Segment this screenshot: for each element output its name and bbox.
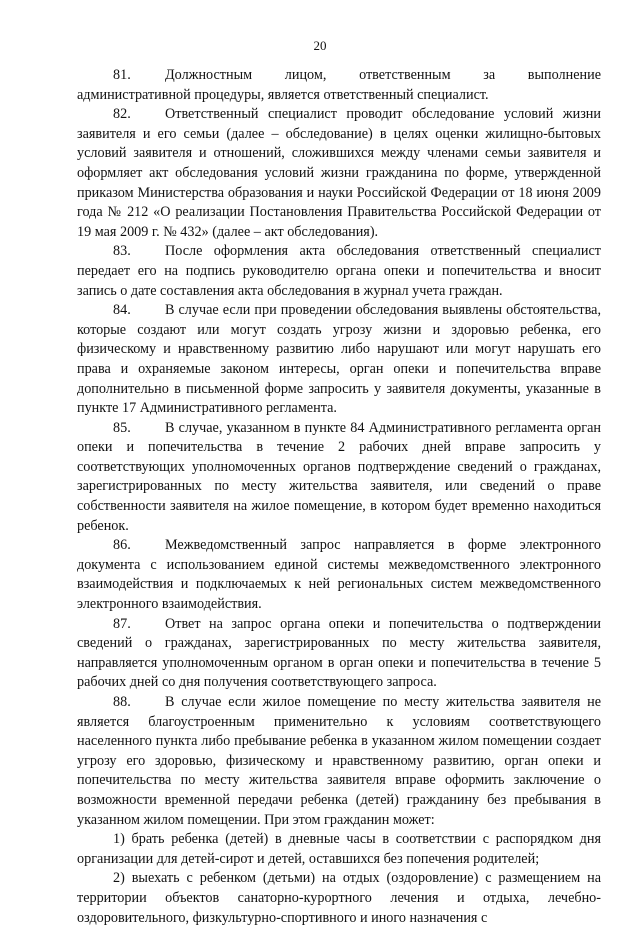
paragraph-87 [77, 615, 601, 693]
paragraph-text: Ответ на запрос органа опеки и попечительства о подтверждении сведений о гражданах, зарегистрированных по месту жительства заявителя, направляется уполномоченным органом в орган опеки и попечительства в течение 5 рабочих дней со дня получения соответствующего запроса. [77, 615, 601, 691]
page-number: 20 [313, 38, 327, 53]
paragraph-text: Ответственный специалист проводит обследование условий жизни заявителя и его семьи (далее – обследование) в целях оценки жилищно-бытовых условий заявителя и отношений, сложившихся между членами семьи заявителя и оформляет акт обследования условий жизни гражданина по форме, утвержденной приказом Министерства образования и науки Российской Федерации от 18 июня 2009 года № 212 «О реализации Постановления Правительства Российской Федерации от 19 мая 2009 г. № 432» (далее – акт обследования). [77, 106, 601, 240]
paragraph-86 [77, 536, 601, 614]
paragraph-text: В случае, указанном в пункте 84 Административного регламента орган опеки и попечительства в течение 2 рабочих дней вправе запросить у соответствующих уполномоченных органов подтверждение сведений о гражданах, зарегистрированных по месту жительства заявителя, или сведений о праве собственности заявителя на жилое помещение, в котором будет временно находиться ребенок. [77, 419, 601, 534]
paragraph-number: 83. [113, 243, 131, 260]
paragraph-number: 88. [113, 694, 131, 710]
list-item: 2) выехать с ребенком (детьми) на отдых (оздоровление) с размещением на территории объектов санаторно-курортного лечения и отдыха, лечебно-оздоровительного, физкультурно-спортивного и иного назначения с [77, 870, 601, 926]
paragraph-number: 81. [113, 67, 131, 83]
document-body [77, 66, 601, 928]
list-item: 1) брать ребенка (детей) в дневные часы в соответствии с распорядком дня организации для детей-сирот и детей, оставшихся без попечения родителей; [77, 831, 601, 867]
paragraph-text: В случае если жилое помещение по месту жительства заявителя не является благоустроенным применительно к условиям соответствующего населенного пункта либо пребывание ребенка в указанном жилом помещении создает угрозу его здоровью, физическому и нравственному развитию, орган опеки и попечительства по месту жительства заявителя вправе оформить заключение о возможности временной передачи ребенка (детей) гражданину без пребывания в указанном жилом помещении. При этом гражданин может: [77, 694, 601, 828]
paragraph-text: Должностным лицом, ответственным за выполнение административной процедуры, является ответственный специалист. [77, 67, 601, 103]
paragraph-number: 87. [113, 615, 131, 632]
paragraph-number: 82. [113, 106, 131, 123]
paragraph-83 [77, 242, 601, 301]
paragraph-number: 85. [113, 419, 131, 436]
paragraph-81 [77, 66, 601, 105]
paragraph-88 [77, 693, 601, 830]
paragraph-number: 86. [113, 537, 131, 554]
paragraph-text: Межведомственный запрос направляется в форме электронного документа с использованием единой системы межведомственного электронного взаимодействия и подключаемых к ней региональных систем межведомственного электронного взаимодействия. [77, 537, 601, 613]
paragraph-text: В случае если при проведении обследования выявлены обстоятельства, которые создают или могут создать угрозу жизни и здоровью ребенка, его физическому и нравственному развитию либо нарушают или могут нарушать его права и охраняемые законом интересы, орган опеки и попечительства вправе дополнительно в письменной форме запросить у заявителя документы, указанные в пункте 17 Административного регламента. [77, 302, 601, 417]
paragraph-85 [77, 419, 601, 537]
paragraph-number: 84. [113, 302, 131, 319]
paragraph-84 [77, 301, 601, 419]
paragraph-text: После оформления акта обследования ответственный специалист передает его на подпись руководителю органа опеки и попечительства и вносит запись о дате составления акта обследования в журнал учета граждан. [77, 243, 601, 299]
paragraph-82 [77, 105, 601, 242]
